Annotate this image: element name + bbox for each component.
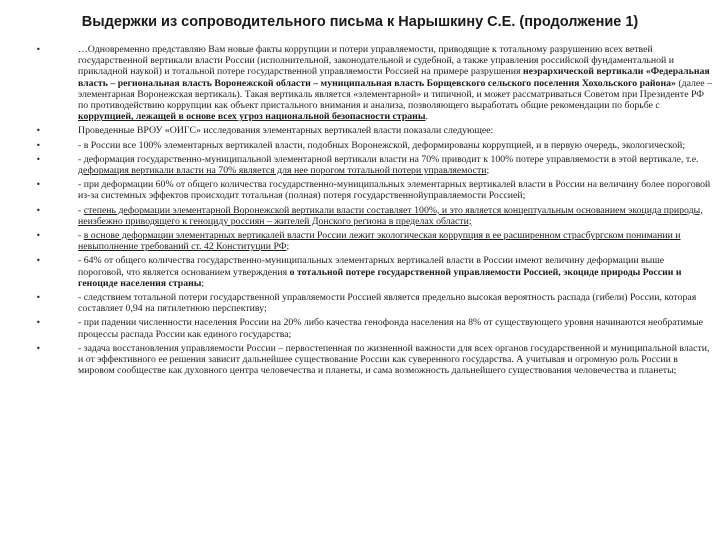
bullet-text-segment: - в России все 100% элементарных вертикалей власти, подобных Воронежской, деформированы коррупцией, и в первую очередь, экологической; [78, 139, 686, 151]
bullet-text-segment: ; [286, 241, 290, 253]
bullet-marker: • [36, 205, 41, 215]
bullet-text-segment: - при падении численности населения России на 20% либо качества генофонда населения на 8% от существующего уровня начинаются необратимые процессы распада России как единого государства; [78, 317, 704, 340]
bullet-text-segment: - задача восстановления управляемости России – первостепенная по жизненной важности для всех органов государственной и муниципальной власти, и от эффективного ее решения зависит дальнейшее существование России как суверенного государства. А учитывая и огромную роль России в мировом сообществе как духовного центра человечества и планеты, и сама возможность дальнейшего существования человечества и планеты; [78, 342, 710, 377]
bullet-item [36, 343, 712, 377]
bullet-text-segment: …Одновременно представляю Вам новые факты коррупции и потери управляемости, приводящие к тотальному разрушению всех ветвей государственной вертикали власти России (исполнительной, законодательной и судебной, а также управления российской фундаментальной и прикладной наукой) и тотальной потере государственной управляемости Россией на примере разрушения [78, 44, 674, 78]
page-title: Выдержки из сопроводительного письма к Нарышкину С.Е. (продолжение 1) [81, 14, 639, 30]
bullet-marker: • [36, 256, 41, 266]
bullet-marker: • [36, 154, 41, 164]
bullet-text-segment: коррупцией, лежащей в основе всех угроз национальной безопасности страны [78, 111, 426, 123]
bullet-text-segment: . [425, 111, 428, 123]
bullet-text-segment: Проведенные ВРОУ «ОИГС» исследования элементарных вертикалей власти показали следующее: [78, 125, 494, 137]
bullet-marker: • [36, 140, 41, 150]
bullet-marker: • [36, 45, 41, 54]
bullet-marker: • [36, 293, 41, 303]
bullet-item [36, 154, 712, 176]
bullet-text-segment: степень деформации элементарной Воронежской вертикали власти составляет 100%, и это является концептуальным основанием экоцида природы, неизбежно приводящего к геноциду россиян – жителей Донского региона в пределах области; [78, 204, 703, 227]
bullet-text-segment: о тотальной потере государственной управляемости Россией, экоциде природы России и геноциде населения страны [78, 266, 682, 289]
bullet-item [36, 125, 712, 136]
bullet-item [36, 292, 712, 314]
bullet-text-segment: ; [486, 165, 490, 177]
bullet-item [36, 44, 712, 122]
bullet-item [36, 230, 712, 252]
bullet-text-segment: - деформация государственно-муниципальной элементарной вертикали власти на 70% приводит к 100% потере управляемости в этой вертикале, т.е. [78, 153, 699, 165]
bullet-item [36, 140, 712, 151]
bullet-text-segment: ; [201, 277, 205, 289]
bullet-item [36, 179, 712, 201]
bullet-marker: • [36, 318, 41, 328]
bullet-text-segment: деформация вертикали власти на 70% является для нее порогом тотальной потери управляемости [78, 165, 487, 177]
bullet-text-segment: (далее – элементарная Воронежская вертикаль). Такая вертикаль является «элементарной» и типичной, и может рассматриваться Советом при Президенте РФ по противодействию коррупции как объект пристального внимания и анализа, позволяющего выработать общие рекомендации по борьбе с [78, 77, 712, 112]
bullet-text-segment: - следствием тотальной потери государственной управляемости Россией является предельно высокая вероятность распада (гибели) России, которая составляет 0,94 на пятилетнюю перспективу; [78, 292, 697, 315]
bullet-marker: • [36, 343, 41, 353]
bullet-item [36, 255, 712, 289]
bullet-item [36, 205, 712, 227]
bullet-marker: • [36, 126, 41, 136]
bullet-list [36, 44, 712, 379]
bullet-text-segment: - [78, 204, 84, 216]
bullet-item [36, 317, 712, 339]
bullet-text-segment: - при деформации 60% от общего количества государственно-муниципальных элементарных вертикалей власти в России на величину более пороговой из-за системных эффектов происходит тотальная (полная) потеря государственнойуправляемости Россией; [78, 179, 711, 202]
bullet-marker: • [36, 231, 41, 241]
bullet-text-segment: - [78, 230, 84, 242]
bullet-text-segment: - 64% от общего количества государственно-муниципальных элементарных вертикалей власти в России имеют величину деформации выше пороговой, что является основанием утверждения [78, 255, 665, 278]
bullet-marker: • [36, 180, 41, 190]
bullet-text-segment: неэрархической вертикали «Федеральная власть – региональная власть Воронежской области – муниципальная власть Борщевского сельского поселения Хохольского района» [78, 66, 710, 89]
bullet-text-segment: в основе деформации элементарных вертикалей власти России лежит экологическая коррупция в ее расширенном страсбургском понимании и невыполнение требований ст. 42 Конституции РФ [78, 230, 681, 253]
